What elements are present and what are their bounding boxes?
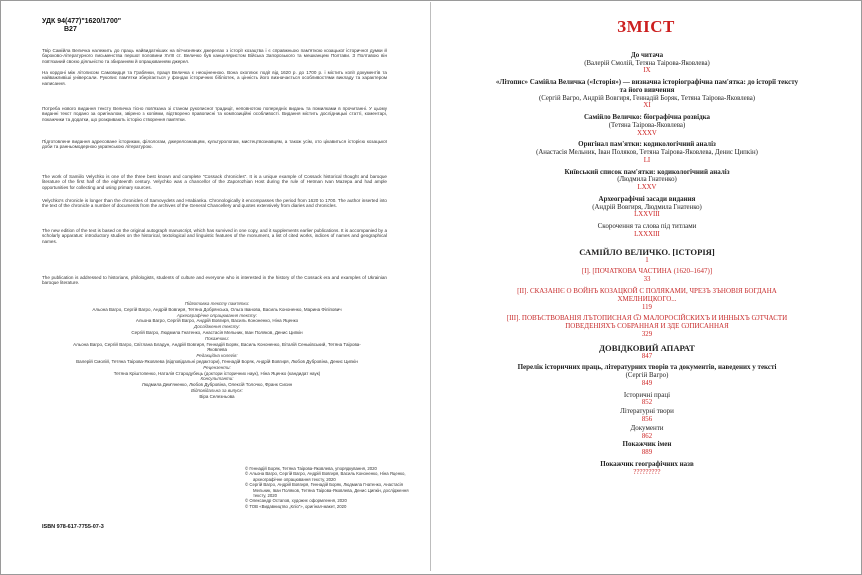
credit-group: Консультанти: Людмила Дем'яненко, Любов Дубровіна, Олексій Толочко, Франк Сисин: [141, 376, 293, 388]
toc-entry: [492, 315, 802, 338]
isbn: ISBN 978-617-7755-07-3: [42, 524, 104, 530]
toc-entry: [492, 114, 802, 137]
annotation-en-4: The publication is addressed to historians, philologists, students of culture and everyone who is interested in the history of the Cossack era and examples of Ukrainian baroque literature.: [42, 275, 387, 286]
toc-entry-authors: (Анастасія Мельник, Іван Поляков, Тетяна Таірова-Яковлева, Денис Ципкін): [536, 149, 758, 157]
toc-entry-page-number: XI: [643, 102, 651, 110]
contents-title: ЗМІСТ: [617, 17, 675, 36]
annotation-ua-1: Твір Самійла Величка належить до праць найвидатніших на вітчизняних джерелах з історії козацтва і є справжньою пам'яткою козацької історичної думки й бароково-літературного письменства першої половини XVIII ст. Величко був канцеляристом Війська Запорозького та мешканцем Полтави. З Полтавою він пов'язаний своєю діяльністю та збиранням й опрацюванням джерел.: [42, 48, 387, 64]
toc-entry-title: [ІІ]. СКАЗАНІЄ О ВОЙНЪ КОЗАЦКОЙ С ПОЛЯКАМИ, ЧРЕЗЪ ЗЪНОВІЯ БОГДАНА ХМЕЛНИЦКОГО...: [517, 286, 777, 303]
toc-entry-title: До читача: [630, 51, 664, 59]
toc-entry-page-number: LXXXIII: [634, 230, 660, 238]
toc-entry-authors: (Андрій Вовгиря, Людмила Гнатенко): [592, 203, 702, 211]
toc-entry: [492, 247, 802, 265]
credits-list: [72, 301, 362, 400]
toc-entry: [492, 441, 802, 457]
toc-entry: [492, 343, 802, 361]
toc-entry-title: [І]. [ПОЧАТКОВА ЧАСТИНА (1620–1647)]: [581, 267, 713, 276]
toc-entry-page-number: 33: [643, 276, 651, 284]
toc-entry: [492, 79, 802, 110]
toc-entry-page-number: 329: [641, 330, 653, 338]
credit-group: Редакційна колегія: Валерій Смолій, Тетяна Таірова-Яковлева (відповідальні редактори), Геннадій Боряк, Андрій Вовгиря, Любов Дубровіна, Денис Ципкін: [76, 353, 358, 364]
right-page: [432, 2, 860, 571]
toc-entry-title: Перелік історичних праць, літературних творів та документів, наведених у тексті: [517, 363, 777, 372]
toc-entry-page-number: IX: [643, 67, 651, 75]
copyright-line: © Сергій Вагро, Андрій Вовгиря, Геннадій Боряк, Людмила Гнатенко, Анастасія Мельник, Іван Поляков, Тетяна Таірова-Яковлева, Денис Ципкін, дослідження тексту, 2020: [245, 482, 409, 499]
copyright-line: © ТОВ «Видавництво „Кліо“», оригінал-макет, 2020: [245, 503, 347, 509]
credit-group: Рецензенти: Тетяна Кріштопенко, Наталія Стародубець (доктори історичних наук), Ніна Яценко (кандидат наук): [113, 364, 321, 376]
toc-entry: [492, 461, 802, 477]
table-of-contents: [492, 49, 802, 477]
toc-entry-title: Оригінал пам'ятки: кодикологічний аналіз: [578, 140, 716, 149]
toc-entry-authors: (Людмила Гнатенко): [617, 176, 677, 184]
toc-entry-title: Покажчик імен: [622, 440, 672, 449]
toc-entry-authors: (Тетяна Таірова-Яковлева): [608, 121, 686, 129]
toc-entry-title: «Літопис» Самійла Величка («Історія») — визначна історіографічна пам'ятка: до історії тексту та його вивчення: [495, 78, 799, 94]
toc-entry-page-number: 849: [641, 379, 653, 387]
toc-entry: [492, 52, 802, 75]
annotation-en-3: The new edition of the text is based on the original autograph manuscript, which has survived in one copy, and it supplements earlier publications. It is accompanied by a scholarly apparatus: introductory studies on the historical, textological and linguistic features of the monument, a list of cited works, indices of names and geographical names.: [42, 228, 387, 244]
copyright-block: [245, 466, 415, 509]
toc-entry-authors: (Валерій Смолій, Тетяна Таірова-Яковлева): [584, 59, 710, 67]
toc-entry-page-number: LXXV: [637, 183, 657, 191]
toc-entry-title: ДОВІДКОВИЙ АПАРАТ: [599, 342, 695, 353]
toc-entry-title: САМІЙЛО ВЕЛИЧКО. [ІСТОРІЯ]: [579, 246, 715, 257]
toc-entry-page-number: 889: [641, 449, 653, 457]
toc-entry-title: Історичні праці: [623, 390, 671, 399]
toc-entry-page-number: LI: [643, 156, 651, 164]
toc-entry: [492, 408, 802, 424]
toc-entry-page-number: 852: [641, 399, 653, 407]
annotation-ua-2: На кордоні між літописом Самовидця та Грабянки, праця Величка є неоціненною. Вона охоплює події від 1620 р. до 1700 р. і містить копії документів та найважливіші універсали. Рукопис пам'ятки зберігається у фондах історичних бібліотек, а цінність його визначається особливостями викладу та характером написання.: [42, 70, 387, 86]
toc-entry-page-number: 862: [641, 432, 653, 440]
copyright-line: © Олександр Остапов, художнє оформлення, 2020: [245, 498, 347, 504]
toc-entry: [492, 196, 802, 219]
toc-entry-title: Самійло Величко: біографічна розвідка: [583, 113, 711, 122]
toc-entry-page-number: 847: [641, 352, 653, 360]
toc-entry-title: [ІІІ]. ПОВЪСТВОВАНІЯ ЛЪТОПИСНАЯ Ѿ МАЛОРОСІЙСКИХЪ И ИННЫХЪ ѠТЧАСТИ ПОВЕДЕНІЯХЪ СОБРАННАЯ И ЗДЕ ѠПИСАННАЯ: [506, 314, 788, 331]
credit-group: Відповідальна за випуск: Віра Селезньова: [191, 387, 243, 399]
toc-entry-authors: (Сергій Вагро, Андрій Вовгиря, Геннадій Боряк, Тетяна Таірова-Яковлева): [538, 94, 756, 102]
toc-entry-page-number: ?????????: [633, 468, 661, 476]
udk-block: [42, 18, 121, 34]
udk-code: УДК 94(477)"1620/1700": [42, 18, 122, 25]
toc-entry-page-number: 856: [641, 416, 653, 424]
toc-entry-title: Покажчик географічних назв: [600, 460, 694, 469]
toc-entry-page-number: XXXV: [637, 129, 657, 137]
toc-entry-title: Археографічні засади видання: [598, 194, 696, 203]
credit-group: Дослідження тексту: Сергій Вагро, Людмила Гнатенко, Анастасія Мельник, Іван Поляков, Денис Ципкін: [131, 324, 303, 335]
toc-entry-title: Скорочення та слова під титлами: [597, 221, 697, 230]
toc-entry-title: Літературні твори: [620, 407, 674, 416]
toc-entry: [492, 392, 802, 408]
copyright-line: © Геннадій Боряк, Тетяна Таірова-Яковлева, упорядкування, 2020: [245, 466, 377, 471]
toc-entry-page-number: LXXVIII: [634, 211, 660, 219]
toc-entry: [492, 223, 802, 239]
toc-entry: [492, 425, 802, 441]
toc-entry: [492, 268, 802, 284]
toc-entry: [492, 169, 802, 192]
toc-entry-page-number: 119: [642, 303, 652, 311]
toc-entry-page-number: 1: [645, 256, 649, 264]
annotation-en-2: Velychko's chronicle is longer than the chronicles of Samovydets and Hrabianka. Chronologically it encompasses the period from 1620 to 1700. The author inserted into the text of the chronicle a number of documents from the archives of the General Chancellery and quotes extensively from diaries and chronicles.: [42, 198, 387, 209]
annotation-ua-4: Підготовлене видання адресоване історикам, філологам, джерелознавцям, культурологам, мистецтвознавцям, а також усім, хто цікавиться історією козацької доби та ранньомодерною українською літературою.: [42, 139, 387, 150]
credit-group: Підготовка тексту пам'ятки: Альона Вагро, Сергій Вагро, Андрій Вовгиря, Тетяна Добрянська, Ольга Іванова, Василь Кононенко, Марина Філіпович: [92, 301, 342, 312]
copyright-line: © Альона Вагро, Сергій Вагро, Андрій Вовгиря, Василь Кононенко, Ніна Яценко, археографічне опрацювання тексту, 2020: [245, 471, 406, 482]
toc-entry: [492, 288, 802, 311]
credit-group: Покажчики: Альона Вагро, Сергій Вагро, Світлана Бладун, Андрій Вовгиря, Геннадій Боряк, Василь Кононенко, Віталій Сеньківський, Тетяна Таірова-Яковлева: [73, 335, 361, 353]
bbk-code: В27: [64, 26, 77, 33]
toc-entry: [492, 141, 802, 164]
toc-entry-title: Документи: [630, 423, 664, 432]
left-page: [2, 2, 431, 571]
toc-entry: [492, 364, 802, 387]
annotation-ua-3: Потреба нового видання тексту Величка тісно пов'язана зі станом рукописної традиції, неповнотою попередніх видань та помилками в прочитанні. У цьому виданні текст подано за оригіналом, звірено з копіями, відтворено правописні та композиційні особливості. Видання містить дослідницькі статті, коментарі, покажчики та додатки, що розкривають історію створення пам'ятки.: [42, 106, 387, 122]
credit-group: Археографічне опрацювання тексту: Альона Вагро, Сергій Вагро, Андрій Вовгиря, Василь Кононенко, Ніна Яценко: [135, 312, 299, 324]
annotation-en-1: The work of Samiilo Velychko is one of the three best known and complete "Cossack chronicles". It is a unique example of Cossack historical thought and baroque literature of the first half of the eighteenth century. Velychko was a chancellor of the Zaporozhian Host during the rule of Hetman Ivan Mazepa and had ample opportunities for collecting and using primary sources.: [42, 174, 387, 190]
toc-entry-authors: (Сергій Вагро): [625, 372, 669, 380]
toc-entry-title: Київський список пам'ятки: кодикологічний аналіз: [564, 167, 730, 176]
